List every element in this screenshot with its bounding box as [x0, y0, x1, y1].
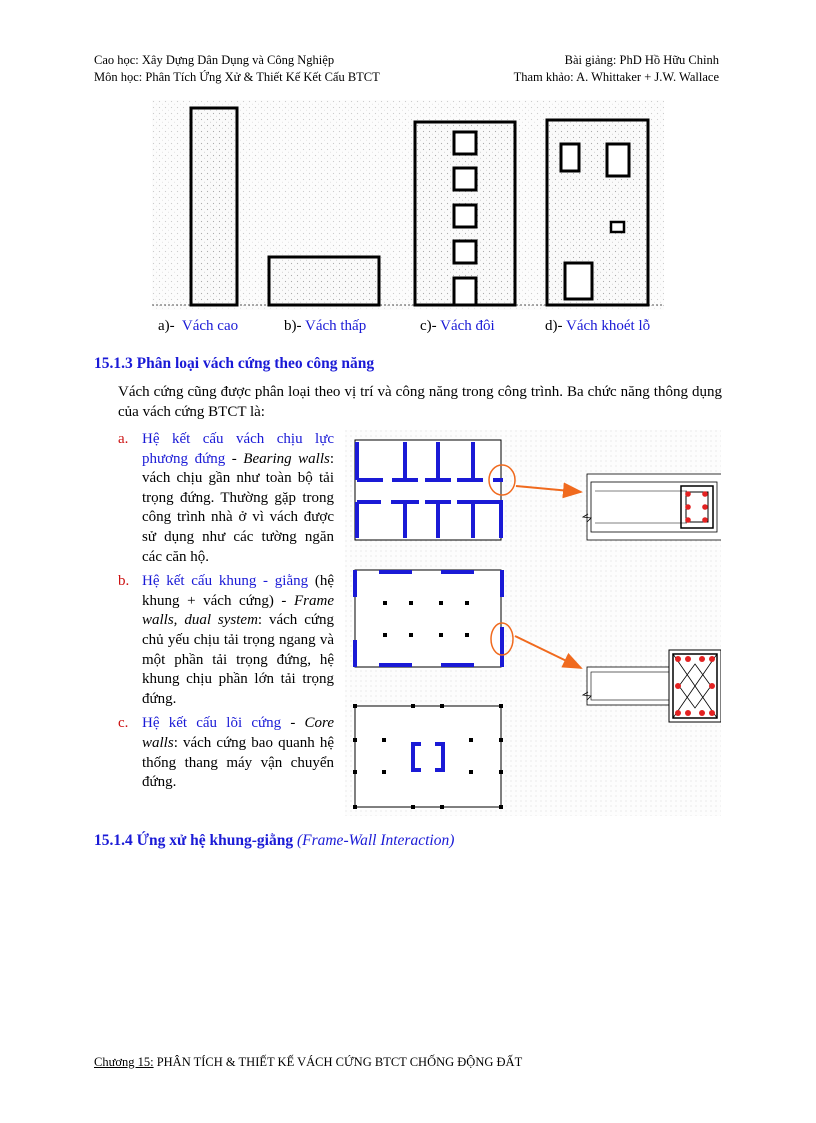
bearing-wall-plan — [355, 440, 515, 540]
item-title: Hệ kết cấu vách chịu lực phương đứng — [142, 431, 334, 467]
item-title: Hệ kết cấu lõi cứng — [142, 715, 282, 732]
wall-types-figure — [152, 100, 664, 310]
coupled-wall — [415, 122, 515, 305]
caption-a: a)- Vách cao — [158, 318, 239, 334]
item-description: : vách cứng chủ yếu chịu tải trọng ngang và một phần tải trọng đứng, hệ khung chịu phần lớn tải trọng đứng. — [142, 612, 334, 707]
item-description: : vách cứng bao quanh hệ thống thang máy vận chuyển đứng. — [142, 734, 334, 791]
tall-wall — [191, 108, 237, 305]
item-title: Hệ kết cấu khung - giằng — [142, 573, 309, 590]
list-item — [118, 572, 334, 709]
caption-d: d)- Vách khoét lỗ — [545, 318, 651, 334]
list-item — [118, 430, 334, 567]
section-title-italic: (Frame-Wall Interaction) — [296, 832, 455, 849]
page-footer — [94, 1055, 522, 1070]
section-intro: Vách cứng cũng được phân loại theo vị trí và công năng trong công trình. Ba chức năng thông dụng của vách cứng BTCT là: — [118, 384, 722, 420]
dual-system-plan — [355, 570, 513, 667]
course-line: Cao học: Xây Dựng Dân Dụng và Công Nghiệp — [94, 53, 335, 67]
item-term: Core walls — [142, 715, 334, 751]
section-title-1513: 15.1.3 Phân loại vách cứng theo công năng — [94, 355, 375, 372]
item-term: Bearing walls — [243, 450, 330, 467]
page-header-right — [514, 52, 719, 86]
caption-b: b)- Vách thấp — [284, 318, 367, 334]
section-title-1514: 15.1.4 Ứng xử hệ khung-giằng (Frame-Wall Interaction) — [94, 832, 455, 849]
perforated-wall — [547, 120, 648, 305]
footer-chapter: Chương 15: — [94, 1055, 154, 1069]
subject-line: Môn học: Phân Tích Ứng Xử & Thiết Kế Kết Cấu BTCT — [94, 70, 380, 84]
item-separator: (hệ khung + vách cứng) - — [142, 573, 335, 609]
reference-line: Tham khảo: A. Whittaker + J.W. Wallace — [513, 70, 719, 84]
wall-function-list — [118, 430, 334, 798]
list-marker: c. — [118, 715, 129, 732]
footer-text: PHÂN TÍCH & THIẾT KẾ VÁCH CỨNG BTCT CHỐNG ĐỘNG ĐẤT — [153, 1055, 523, 1069]
core-wall-plan — [353, 704, 503, 809]
caption-c: c)- Vách đôi — [420, 318, 495, 334]
item-separator: - — [281, 715, 305, 732]
page-header-left — [94, 52, 380, 86]
list-marker: a. — [118, 431, 129, 447]
lecturer-line: Bài giảng: PhD Hồ Hữu Chỉnh — [564, 53, 719, 67]
item-separator: - — [225, 450, 244, 467]
low-wall — [269, 257, 379, 305]
item-description: : vách chịu gần như toàn bộ tải trọng đứng. Thường gặp trong công trình nhà ở vì vách được sử dụng như các tường ngăn các căn hộ. — [142, 450, 334, 565]
item-term: Frame walls, dual system — [142, 592, 334, 629]
wall-systems-figure — [345, 430, 721, 816]
list-item — [118, 714, 334, 792]
list-marker: b. — [118, 573, 130, 590]
